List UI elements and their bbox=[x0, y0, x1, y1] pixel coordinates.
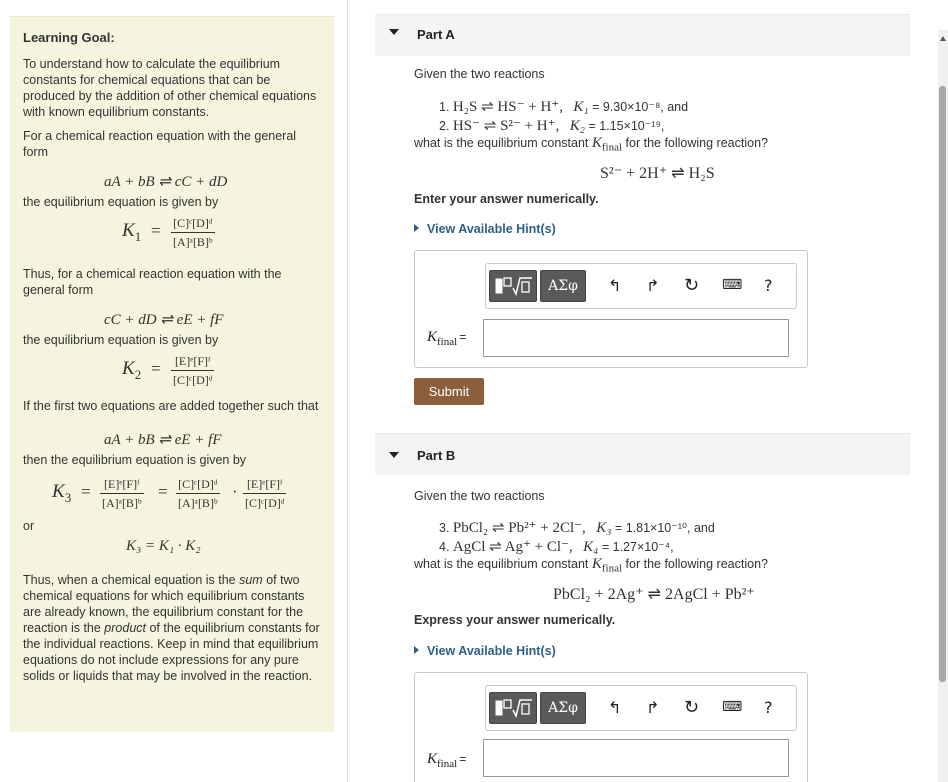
k2-expression: $K_2$ = $\frac{\text{[E]ᵉ[F]ᶠ}}{\text{[C]ᶜ[D]ᵈ}}$ bbox=[122, 354, 213, 387]
scroll-up-arrow-icon[interactable] bbox=[940, 36, 946, 41]
part-a-title: Part A bbox=[417, 27, 455, 42]
general-equation-1: aA + bB ⇌ cC + dD bbox=[104, 174, 228, 190]
math-toolbar bbox=[485, 263, 797, 309]
k1-expression: $K_1$ = $\frac{\text{[C]ᶜ[D]ᵈ}}{\text{[A]ᵃ[B]ᵇ}}$ bbox=[122, 216, 213, 249]
greek-symbols-button[interactable]: ΑΣφ bbox=[540, 692, 586, 724]
part-b-question: what is the equilibrium constant $K_{final}$ for the following reaction? bbox=[414, 556, 768, 575]
hint-arrow-icon bbox=[414, 224, 419, 232]
learning-goal-intro: To understand how to calculate the equilibrium constants for chemical equations that can be produced by the addition of other chemical equations with known equilibrium constants. bbox=[23, 57, 317, 119]
general-form-text: For a chemical reaction equation with the general form bbox=[23, 129, 297, 159]
k3-expression: $K_3$ = $\frac{\text{[E]ᵉ[F]ᶠ}}{\text{[A]ᵃ[B]ᵇ}}$ = $\frac{\text{[C]ᶜ[D]ᵈ}}{\text{[A]ᵃ[B]ᵇ}}$ · $\frac{\text{[E]ᵉ[F]ᶠ}}{\text{[C]ᶜ[D]ᵈ}}$ bbox=[52, 477, 285, 510]
part-b-title: Part B bbox=[417, 448, 456, 463]
eq-given-text-2: the equilibrium equation is given by bbox=[23, 333, 219, 347]
added-equations-text: If the first two equations are added together such that bbox=[23, 399, 319, 413]
math-toolbar bbox=[485, 685, 797, 731]
template-icon bbox=[490, 693, 536, 723]
undo-icon[interactable]: ↰ bbox=[608, 276, 622, 295]
part-b-target-reaction: PbCl₂ + 2Ag⁺ ⇌ 2AgCl + Pb²⁺ bbox=[553, 586, 755, 603]
general-form-text-2: Thus, for a chemical reaction equation with the general form bbox=[23, 267, 282, 297]
hint-arrow-icon bbox=[414, 646, 419, 654]
reset-icon[interactable]: ↻ bbox=[684, 275, 700, 296]
part-b-answer-box bbox=[414, 672, 808, 782]
column-divider bbox=[347, 0, 348, 782]
reset-icon[interactable]: ↻ bbox=[684, 697, 700, 718]
help-icon[interactable]: ? bbox=[764, 276, 773, 295]
keyboard-icon[interactable]: ⌨ bbox=[722, 277, 743, 293]
eq-given-text-1: the equilibrium equation is given by bbox=[23, 195, 219, 209]
part-a-target-reaction: S²⁻ + 2H⁺ ⇌ H₂S bbox=[600, 165, 715, 182]
part-b-instruction: Express your answer numerically. bbox=[414, 613, 616, 627]
greek-symbols-button[interactable]: ΑΣφ bbox=[540, 270, 586, 302]
template-button[interactable] bbox=[489, 692, 537, 724]
general-equation-2: cC + dD ⇌ eE + fF bbox=[104, 312, 224, 328]
k-final-input[interactable] bbox=[483, 319, 789, 357]
collapse-triangle-icon[interactable] bbox=[389, 29, 399, 35]
help-icon[interactable]: ? bbox=[764, 698, 773, 717]
part-a-intro: Given the two reactions bbox=[414, 67, 545, 81]
template-button[interactable] bbox=[489, 270, 537, 302]
part-a-reaction-1: 1. H₂S ⇌ HS⁻ + H⁺, K₁ = 9.30×10⁻⁸, and bbox=[439, 99, 689, 115]
part-b-reaction-4: 4. AgCl ⇌ Ag⁺ + Cl⁻, K₄ = 1.27×10⁻⁴, bbox=[439, 539, 674, 555]
part-b-reaction-3: 3. PbCl₂ ⇌ Pb²⁺ + 2Cl⁻, K₃ = 1.81×10⁻¹⁰, and bbox=[439, 520, 715, 536]
part-b-hint-link[interactable]: View Available Hint(s) bbox=[414, 644, 556, 658]
part-a-reaction-2: 2. HS⁻ ⇌ S²⁻ + H⁺, K₂ = 1.15×10⁻¹⁹, bbox=[439, 118, 665, 134]
keyboard-icon[interactable]: ⌨ bbox=[722, 699, 743, 715]
collapse-triangle-icon[interactable] bbox=[389, 452, 399, 458]
k-final-label: $K_{final}$ = bbox=[427, 751, 467, 770]
learning-goal-title: Learning Goal: bbox=[23, 30, 115, 45]
or-text: or bbox=[23, 519, 35, 533]
part-a-question: what is the equilibrium constant $K_{final}$ for the following reaction? bbox=[414, 135, 768, 154]
template-icon bbox=[490, 271, 536, 301]
part-a-instruction: Enter your answer numerically. bbox=[414, 192, 599, 206]
redo-icon[interactable]: ↱ bbox=[646, 698, 660, 717]
k-final-input[interactable] bbox=[483, 739, 789, 777]
summary-text: Thus, when a chemical equation is the sum of two chemical equations for which equilibrium constants are already known, the equilibrium constant for the reaction is the product of the equilibrium constants for the individual reactions. Keep in mind that equilibrium equations do not include expressions for any pure solids or liquids that may be involved in the reaction. bbox=[23, 573, 320, 683]
learning-goal-panel bbox=[10, 16, 334, 732]
part-b-intro: Given the two reactions bbox=[414, 489, 545, 503]
k-final-label: $K_{final}$ = bbox=[427, 329, 467, 348]
part-a-hint-link[interactable]: View Available Hint(s) bbox=[414, 222, 556, 236]
redo-icon[interactable]: ↱ bbox=[646, 276, 660, 295]
part-a-header[interactable] bbox=[375, 14, 910, 56]
eq-given-text-3: then the equilibrium equation is given by bbox=[23, 453, 247, 467]
undo-icon[interactable]: ↰ bbox=[608, 698, 622, 717]
k3-product: K₃ = K₁ · K₂ bbox=[126, 538, 201, 554]
submit-button[interactable]: Submit bbox=[414, 378, 484, 405]
general-equation-3: aA + bB ⇌ eE + fF bbox=[104, 432, 222, 448]
scrollbar-thumb[interactable] bbox=[939, 86, 946, 682]
part-a-answer-box bbox=[414, 250, 808, 368]
part-b-header[interactable] bbox=[375, 433, 910, 475]
